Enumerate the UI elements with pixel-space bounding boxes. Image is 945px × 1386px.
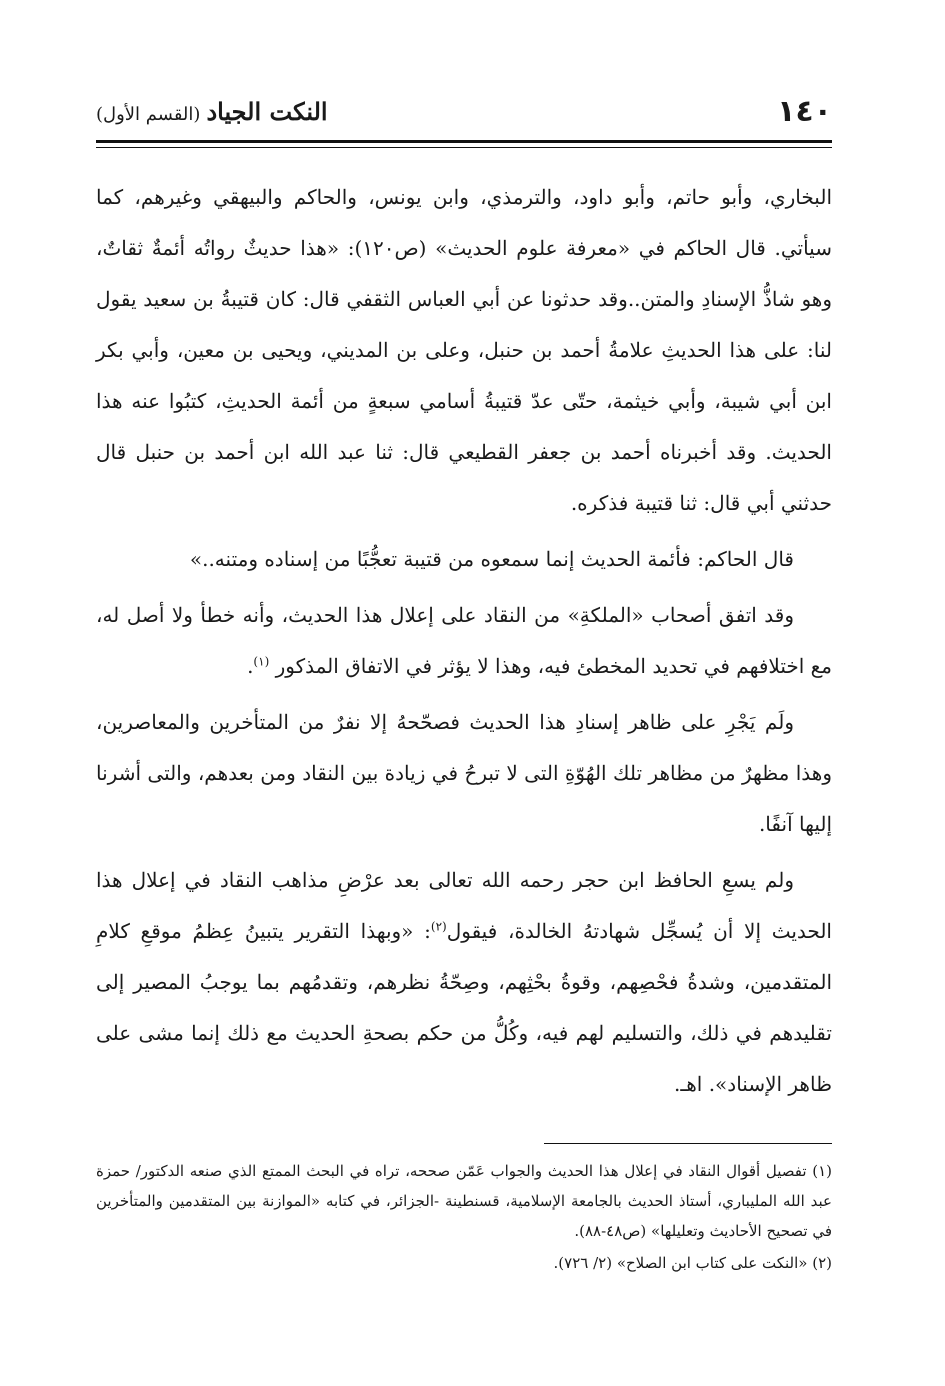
page-header (96, 92, 832, 132)
paragraph-2: قال الحاكم: فأئمة الحديث إنما سمعوه من قتيبة تعجُّبًا من إسناده ومتنه..» (189, 547, 794, 571)
main-text (96, 172, 832, 1110)
paragraph-3 (96, 590, 832, 692)
book-title: النكت الجياد (206, 97, 328, 126)
footnotes (96, 1156, 832, 1278)
paragraph-1: البخاري، وأبو حاتم، وأبو داود، والترمذي، وابن يونس، والحاكم والبيهقي وغيرهم، كما سيأتي. قال الحاكم في «معرفة علوم الحديث» (ص١٢٠): «هذا حديثٌ رواتُه أئمةٌ ثقاتٌ، وهو شاذُّ الإسنادِ والمتن..وقد حدثونا عن أبي العباس الثقفي قال: كان قتيبةُ بن سعيد يقول لنا: على هذا الحديثِ علامةُ أحمد بن حنبل، وعلى بن المديني، ويحيى بن معين، وأبي بكر ابن أبي شيبة، وأبي خيثمة، حتّى عدّ قتيبةُ أسامي سبعةٍ من أئمة الحديثِ، كتبُوا عنه هذا الحديث. وقد أخبرناه أحمد بن جعفر القطيعي قال: ثنا عبد الله ابن أحمد بن حنبل قال حدثني أبي قال: ثنا قتيبة فذكره. (96, 185, 832, 515)
page-number: ١٤٠ (777, 94, 832, 129)
paragraph-5-after: : «وبهذا التقرير يتبينُ عِظمُ موقعِ كلامِ المتقدمين، وشدةُ فحْصِهم، وقوةُ بحْثِهم، وصِحّةُ نظرهم، وتقدمُهم بما يوجبُ المصير إلى تقليدهم في ذلك، والتسليم لهم فيه، وكُلُّ من حكم بصحةِ الحديث مع ذلك إنما مشى على ظاهر الإسناد». اهـ. (96, 919, 832, 1096)
footnote-marker-2: (٢) (430, 919, 447, 934)
footnote-separator (544, 1143, 832, 1144)
header-rule-thick (96, 140, 832, 143)
paragraph-5 (96, 855, 832, 1110)
header-rule-thin (96, 147, 832, 148)
paragraph-3-end: . (247, 654, 254, 678)
footnote-2: (٢) «النكت على كتاب ابن الصلاح» (٢/ ٧٢٦). (553, 1254, 832, 1272)
paragraph-4: ولَم يَجْرِ على ظاهر إسنادِ هذا الحديث فصحّحهُ إلا نفرٌ من المتأخرين والمعاصرين، وهذا مظهرٌ من مظاهر تلك الهُوّةِ التى لا تبرحُ في زيادة بين النقاد ومن بعدهم، والتى أشرنا إليها آنفًا. (96, 710, 832, 836)
footnote-1: (١) تفصيل أقوال النقاد في إعلال هذا الحديث والجواب عَمّن صححه، تراه في البحث الممتع الذي صنعه الدكتور/ حمزة عبد الله المليباري، أستاذ الحديث بالجامعة الإسلامية، قسنطينة -الجزائر، في كتابه «الموازنة بين المتقدمين والمتأخرين في تصحيح الأحاديث وتعليلها» (ص٤٨-٨٨). (96, 1162, 832, 1240)
footnote-marker-1: (١) (253, 654, 270, 669)
part-label: (القسم الأول) (96, 104, 201, 125)
paragraph-5-before: ولم يسعِ الحافظ ابن حجر رحمه الله تعالى بعد عرْضِ مذاهب النقاد في إعلال هذا الحديث إلا أن يُسجِّل شهادتهُ الخالدة، فيقول (96, 868, 832, 943)
running-title (96, 96, 328, 131)
paragraph-3-text: وقد اتفق أصحاب «الملكةِ» من النقاد على إعلال هذا الحديث، وأنه خطأ ولا أصل له، مع اختلافهم في تحديد المخطئ فيه، وهذا لا يؤثر في الاتفاق المذكور (96, 603, 832, 678)
